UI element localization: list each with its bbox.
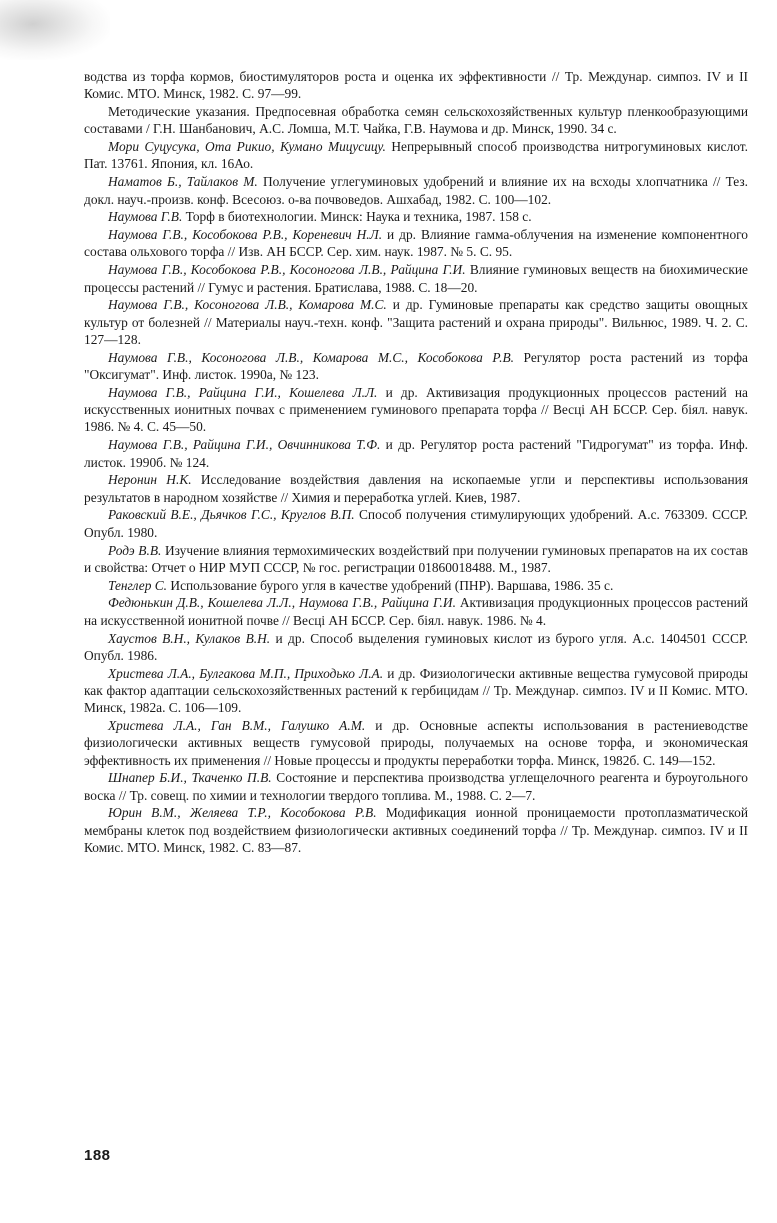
reference-text: и др. Способ выделения гуминовых кислот из бурого угля. А.с. 1404501 СССР. Опубл. 1986. <box>84 630 748 663</box>
scan-smudge <box>0 0 110 60</box>
reference-authors: Неронин Н.К. <box>108 472 192 488</box>
reference-text: и др. Активизация продукционных процессов растений на искусственных ионитных почвах с применением гуминового препарата торфа // Весці АН БССР. Сер. біял. навук. 1986. № 4. С. 45—50. <box>84 384 748 435</box>
reference-authors: Наумова Г.В., Кособокова Р.В., Косоногова Л.В., Райцина Г.И. <box>108 262 466 278</box>
reference-entry <box>84 208 748 225</box>
reference-text: Активизация продукционных процессов растений на искусственной ионитной почве // Весці АН БССР. Сер. біял. навук. 1986. № 4. <box>84 595 749 628</box>
reference-entry <box>84 384 748 436</box>
reference-text: и др. Основные аспекты использования в растениеводстве физиологически активных веществ гумусовой природы, получаемых на основе торфа, и экономическая эффективность их применения // Новые процессы и продукты переработки торфа. Минск, 1982б. С. 149—152. <box>84 717 748 768</box>
reference-text: и др. Физиологически активные вещества гумусовой природы как фактор адаптации сельскохозяйственных растений к гербицидам // Тр. Междунар. симпоз. IV и II Комис. МТО. Минск, 1982а. С. 106—109. <box>84 665 748 716</box>
reference-entry <box>84 506 748 541</box>
reference-entry <box>84 717 748 769</box>
reference-text: Способ получения стимулирующих удобрений. А.с. 763309. СССР. Опубл. 1980. <box>84 507 748 540</box>
reference-list <box>84 68 748 857</box>
reference-authors: Шнапер Б.И., Ткаченко П.В. <box>108 770 272 786</box>
reference-authors: Наумова Г.В. <box>108 209 183 225</box>
reference-text: и др. Регулятор роста растений "Гидрогумат" из торфа. Инф. листок. 1990б. № 124. <box>84 437 748 470</box>
reference-entry <box>84 173 748 208</box>
reference-text: Получение углегуминовых удобрений и влияние их на всходы хлопчатника // Тез. докл. науч.-произв. конф. Всесоюз. о-ва почвоведов. Ашхабад, 1982. С. 100—102. <box>84 174 748 207</box>
reference-authors: Наумова Г.В., Райцина Г.И., Овчинникова Т.Ф. <box>108 437 381 453</box>
reference-entry <box>84 665 748 717</box>
reference-entry <box>84 471 748 506</box>
reference-entry <box>84 138 748 173</box>
reference-authors: Раковский В.Е., Дьячков Г.С., Круглов В.П. <box>108 507 355 523</box>
reference-entry <box>84 542 748 577</box>
reference-entry <box>84 630 748 665</box>
reference-authors: Тенглер С. <box>108 577 168 593</box>
reference-entry <box>84 68 748 103</box>
reference-authors: Наумова Г.В., Косоногова Л.В., Комарова М.С., Кособокова Р.В. <box>108 349 515 365</box>
reference-text: Регулятор роста растений из торфа "Оксигумат". Инф. листок. 1990а, № 123. <box>84 349 748 383</box>
reference-text: Методические указания. Предпосевная обработка семян сельскохозяйственных культур пленкообразующими составами / Г.Н. Шанбанович, А.С. Ломша, М.Т. Чайка, Г.В. Наумова и др. Минск, 1990. 34 с. <box>84 104 748 137</box>
reference-authors: Мори Суцусука, Ота Рикио, Кумано Мицусицу. <box>108 139 386 155</box>
reference-entry <box>84 349 748 384</box>
reference-entry <box>84 436 748 471</box>
reference-authors: Наумова Г.В., Райцина Г.И., Кошелева Л.Л. <box>108 384 378 400</box>
reference-authors: Наумова Г.В., Кособокова Р.В., Кореневич Н.Л. <box>108 227 383 243</box>
reference-authors: Юрин В.М., Желяева Т.Р., Кособокова Р.В. <box>108 805 377 821</box>
reference-text: Изучение влияния термохимических воздействий при получении гуминовых препаратов на их состав и свойства: Отчет о НИР МУП СССР, № гос. регистрации 01860018488. М., 1987. <box>84 542 748 575</box>
reference-text: Модификация ионной проницаемости протоплазматической мембраны клеток под воздействием физиологически активных соединений торфа // Тр. Междунар. симпоз. IV и II Комис. МТО. Минск, 1982. С. 83—87. <box>84 805 748 856</box>
reference-entry <box>84 769 748 804</box>
reference-entry <box>84 103 748 138</box>
reference-text: Непрерывный способ производства нитрогуминовых кислот. Пат. 13761. Япония, кл. 16Ао. <box>84 139 748 172</box>
reference-authors: Родэ В.В. <box>108 542 162 558</box>
reference-text: Состояние и перспектива производства углещелочного реагента и буроугольного воска // Тр. совещ. по химии и технологии твердого топлива. М., 1988. С. 2—7. <box>84 770 748 803</box>
reference-text: и др. Влияние гамма-облучения на изменение компонентного состава ольхового торфа // Изв. АН БССР. Сер. хим. наук. 1987. № 5. С. 95. <box>84 227 748 260</box>
reference-text: водства из торфа кормов, биостимуляторов роста и оценка их эффективности // Тр. Междунар. симпоз. IV и II Комис. МТО. Минск, 1982. С. 97—99. <box>84 69 748 102</box>
reference-entry <box>84 804 748 856</box>
reference-text: Торф в биотехнологии. Минск: Наука и техника, 1987. 158 с. <box>185 209 532 225</box>
reference-text: Влияние гуминовых веществ на биохимические процессы растений // Гумус и растения. Братислава, 1988. С. 18—20. <box>84 262 748 295</box>
reference-authors: Христева Л.А., Ган В.М., Галушко А.М. <box>108 717 366 733</box>
reference-authors: Наматов Б., Тайлаков М. <box>108 174 258 190</box>
reference-text: и др. Гуминовые препараты как средство защиты овощных культур от болезней // Материалы науч.-техн. конф. "Защита растений и охрана природы". Вильнюс, 1989. Ч. 2. С. 127—128. <box>84 297 748 347</box>
reference-text: Исследование воздействия давления на ископаемые угли и перспективы использования результатов в народном хозяйстве // Химия и переработка углей. Киев, 1987. <box>84 472 748 505</box>
page-number: 188 <box>84 1147 111 1164</box>
reference-entry <box>84 577 748 594</box>
reference-authors: Христева Л.А., Булгакова М.П., Приходько Л.А. <box>108 665 384 681</box>
reference-text: Использование бурого угля в качестве удобрений (ПНР). Варшава, 1986. 35 с. <box>170 577 614 593</box>
reference-entry <box>84 226 748 261</box>
reference-authors: Хаустов В.Н., Кулаков В.Н. <box>108 630 271 646</box>
reference-entry <box>84 594 748 629</box>
reference-authors: Федюнькин Д.В., Кошелева Л.Л., Наумова Г.В., Райцина Г.И. <box>108 595 456 611</box>
reference-entry <box>84 296 748 348</box>
reference-entry <box>84 261 748 296</box>
reference-authors: Наумова Г.В., Косоногова Л.В., Комарова М.С. <box>108 297 387 313</box>
